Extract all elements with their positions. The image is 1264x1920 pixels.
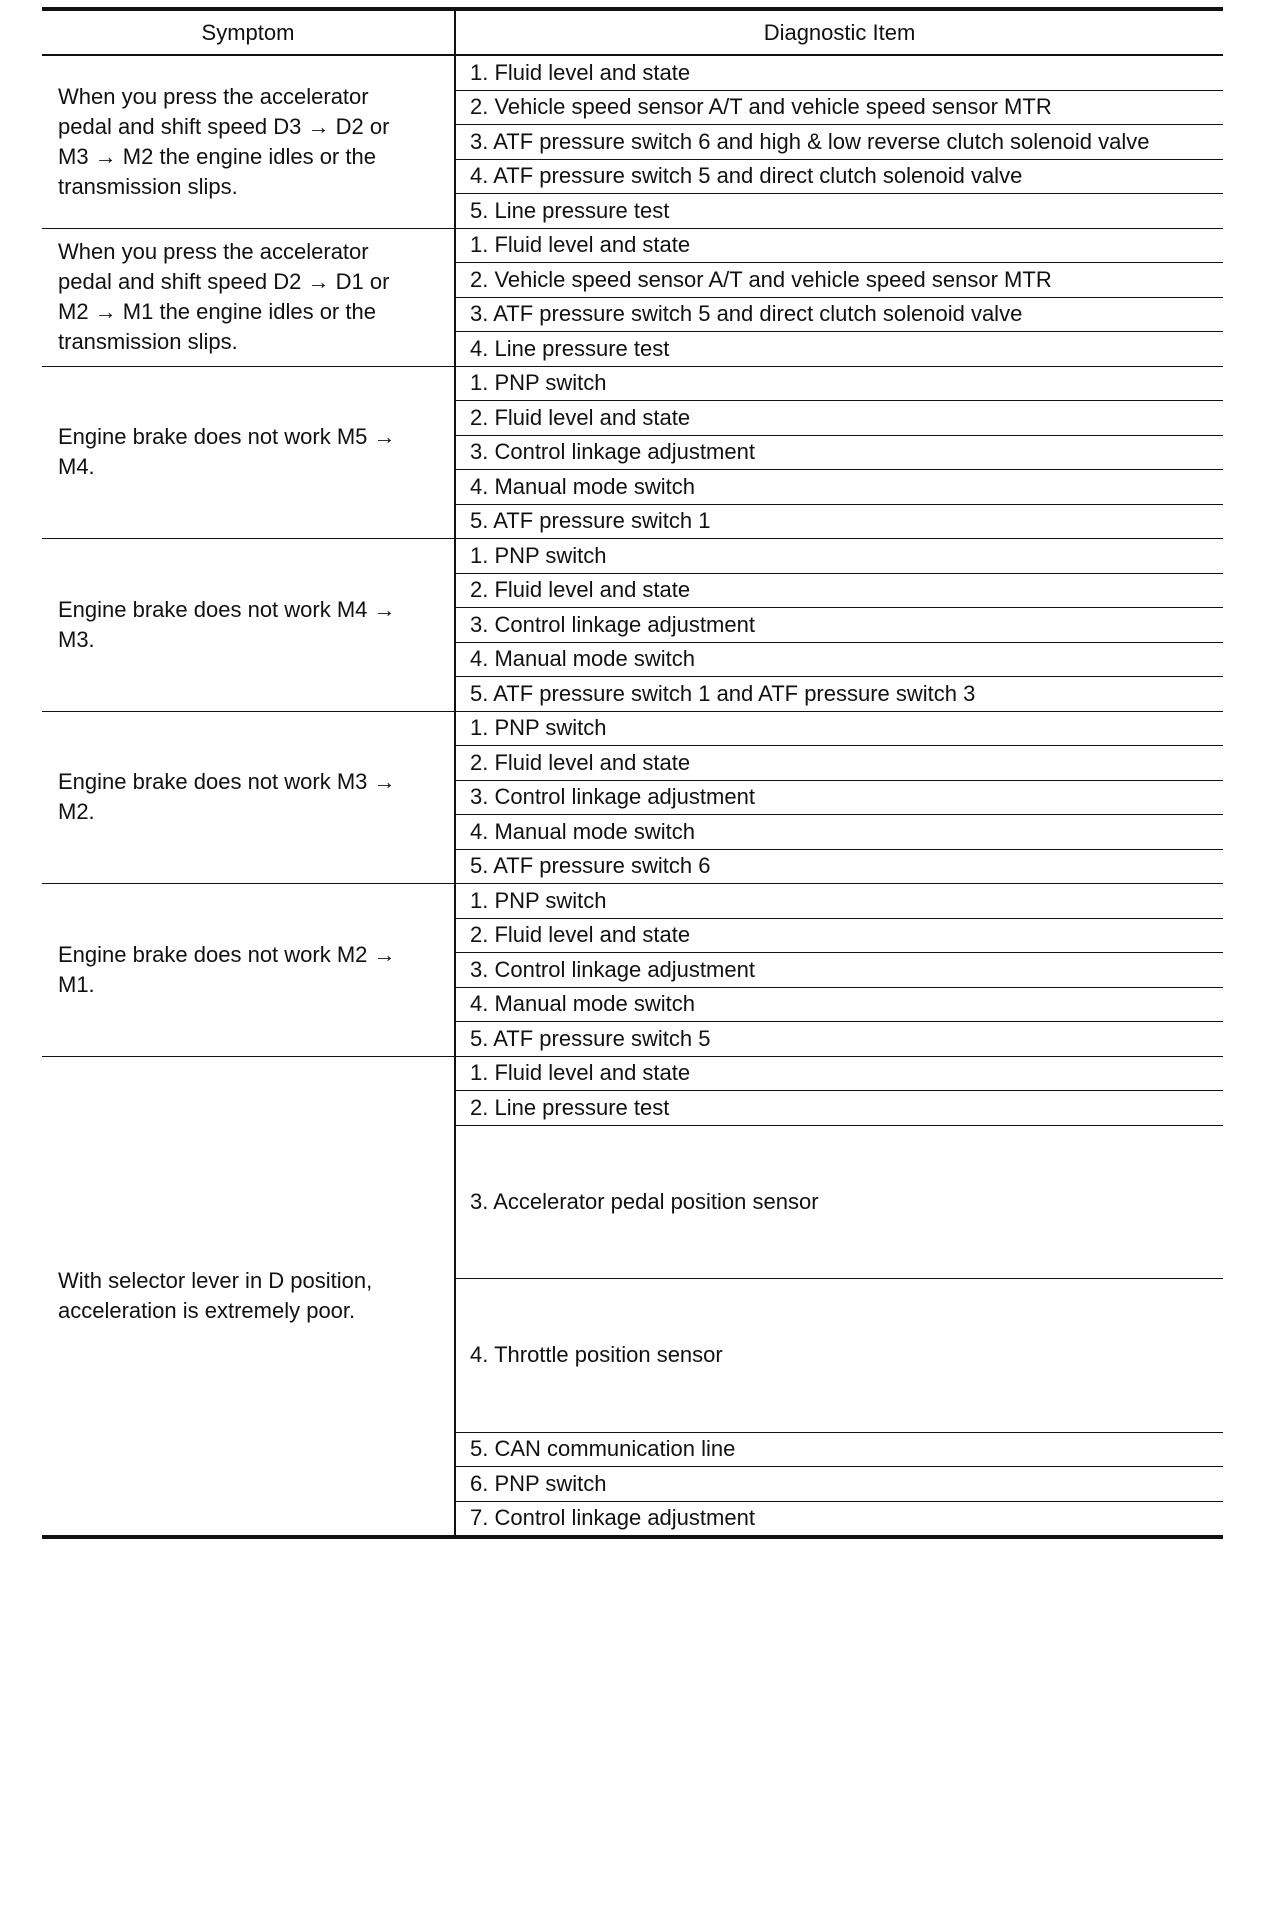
diagnostic-item-cell: 6. PNP switch: [455, 1467, 1223, 1502]
diagnostic-item-cell: 3. ATF pressure switch 5 and direct clutch solenoid valve: [455, 297, 1223, 332]
diagnostic-item-cell: 5. ATF pressure switch 1 and ATF pressure switch 3: [455, 677, 1223, 712]
table-row: [42, 366, 1223, 401]
table-row: [42, 228, 1223, 263]
symptom-cell: [42, 1056, 455, 1537]
diagnostic-item-cell: 2. Fluid level and state: [455, 401, 1223, 436]
symptom-cell: [42, 884, 455, 1057]
diagnostic-item-cell: 1. Fluid level and state: [455, 228, 1223, 263]
symptom-text: With selector lever in D position, acceleration is extremely poor.: [58, 1267, 373, 1323]
diagnostic-item-cell: 1. PNP switch: [455, 366, 1223, 401]
diagnostic-item-cell: 1. Fluid level and state: [455, 55, 1223, 90]
table-row: [42, 539, 1223, 574]
diagnostic-item-cell: 3. Control linkage adjustment: [455, 780, 1223, 815]
diagnostic-item-cell: 1. PNP switch: [455, 884, 1223, 919]
diagnostic-item-cell: 5. ATF pressure switch 5: [455, 1022, 1223, 1057]
table-row: [42, 55, 1223, 90]
diagnostic-item-cell: 3. Control linkage adjustment: [455, 953, 1223, 988]
table-row: [42, 711, 1223, 746]
symptom-text: Engine brake does not work M5 → M4.: [58, 424, 396, 480]
symptom-group: [42, 366, 1223, 539]
diagnostic-item-cell: 2. Fluid level and state: [455, 573, 1223, 608]
diagnostic-item-cell: 3. Accelerator pedal position sensor: [455, 1125, 1223, 1279]
diagnostic-item-cell: 2. Fluid level and state: [455, 746, 1223, 781]
diagnostic-item-cell: 7. Control linkage adjustment: [455, 1501, 1223, 1537]
diagnostic-item-cell: 3. Control linkage adjustment: [455, 435, 1223, 470]
symptom-group: [42, 711, 1223, 884]
symptom-text: Engine brake does not work M2 → M1.: [58, 941, 396, 997]
diagnostic-item-cell: 4. Line pressure test: [455, 332, 1223, 367]
symptom-cell: [42, 228, 455, 366]
diagnostic-item-cell: 5. Line pressure test: [455, 194, 1223, 229]
diagnostic-item-cell: 1. Fluid level and state: [455, 1056, 1223, 1091]
diagnostic-item-cell: 2. Fluid level and state: [455, 918, 1223, 953]
table-header-row: [42, 9, 1223, 55]
symptom-text: Engine brake does not work M3 → M2.: [58, 769, 396, 825]
symptom-text: When you press the accelerator pedal and shift speed D2 → D1 or M2 → M1 the engine idles or the transmission slips.: [58, 239, 390, 354]
diagnostic-item-cell: 1. PNP switch: [455, 539, 1223, 574]
diagnostic-item-cell: 2. Line pressure test: [455, 1091, 1223, 1126]
diagnostic-item-column-header: Diagnostic Item: [455, 9, 1223, 55]
diagnostic-item-cell: 4. Manual mode switch: [455, 815, 1223, 850]
diagnostic-item-cell: 4. Throttle position sensor: [455, 1279, 1223, 1433]
diagnostic-item-cell: 5. ATF pressure switch 1: [455, 504, 1223, 539]
diagnostic-item-cell: 4. ATF pressure switch 5 and direct clutch solenoid valve: [455, 159, 1223, 194]
diagnostic-item-cell: 4. Manual mode switch: [455, 987, 1223, 1022]
diagnostic-item-cell: 5. ATF pressure switch 6: [455, 849, 1223, 884]
symptom-column-header: Symptom: [42, 9, 455, 55]
diagnostic-item-cell: 2. Vehicle speed sensor A/T and vehicle speed sensor MTR: [455, 263, 1223, 298]
symptom-cell: [42, 711, 455, 884]
symptom-group: [42, 228, 1223, 366]
diagnostic-table: [42, 7, 1223, 1539]
diagnostic-item-cell: 4. Manual mode switch: [455, 642, 1223, 677]
symptom-cell: [42, 539, 455, 712]
table-row: [42, 884, 1223, 919]
symptom-text: When you press the accelerator pedal and shift speed D3 → D2 or M3 → M2 the engine idles or the transmission slips.: [58, 83, 390, 199]
symptom-group: [42, 884, 1223, 1057]
symptom-cell: [42, 366, 455, 539]
symptom-text: Engine brake does not work M4 → M3.: [58, 596, 396, 652]
symptom-group: [42, 1056, 1223, 1537]
diagnostic-item-cell: 2. Vehicle speed sensor A/T and vehicle speed sensor MTR: [455, 90, 1223, 125]
table-row: [42, 1056, 1223, 1091]
diagnostic-item-cell: 5. CAN communication line: [455, 1432, 1223, 1467]
diagnostic-item-cell: 4. Manual mode switch: [455, 470, 1223, 505]
diagnostic-item-cell: 3. Control linkage adjustment: [455, 608, 1223, 643]
symptom-group: [42, 55, 1223, 228]
diagnostic-item-cell: 3. ATF pressure switch 6 and high & low reverse clutch solenoid valve: [455, 125, 1223, 160]
symptom-cell: [42, 55, 455, 228]
symptom-group: [42, 539, 1223, 712]
diagnostic-item-cell: 1. PNP switch: [455, 711, 1223, 746]
